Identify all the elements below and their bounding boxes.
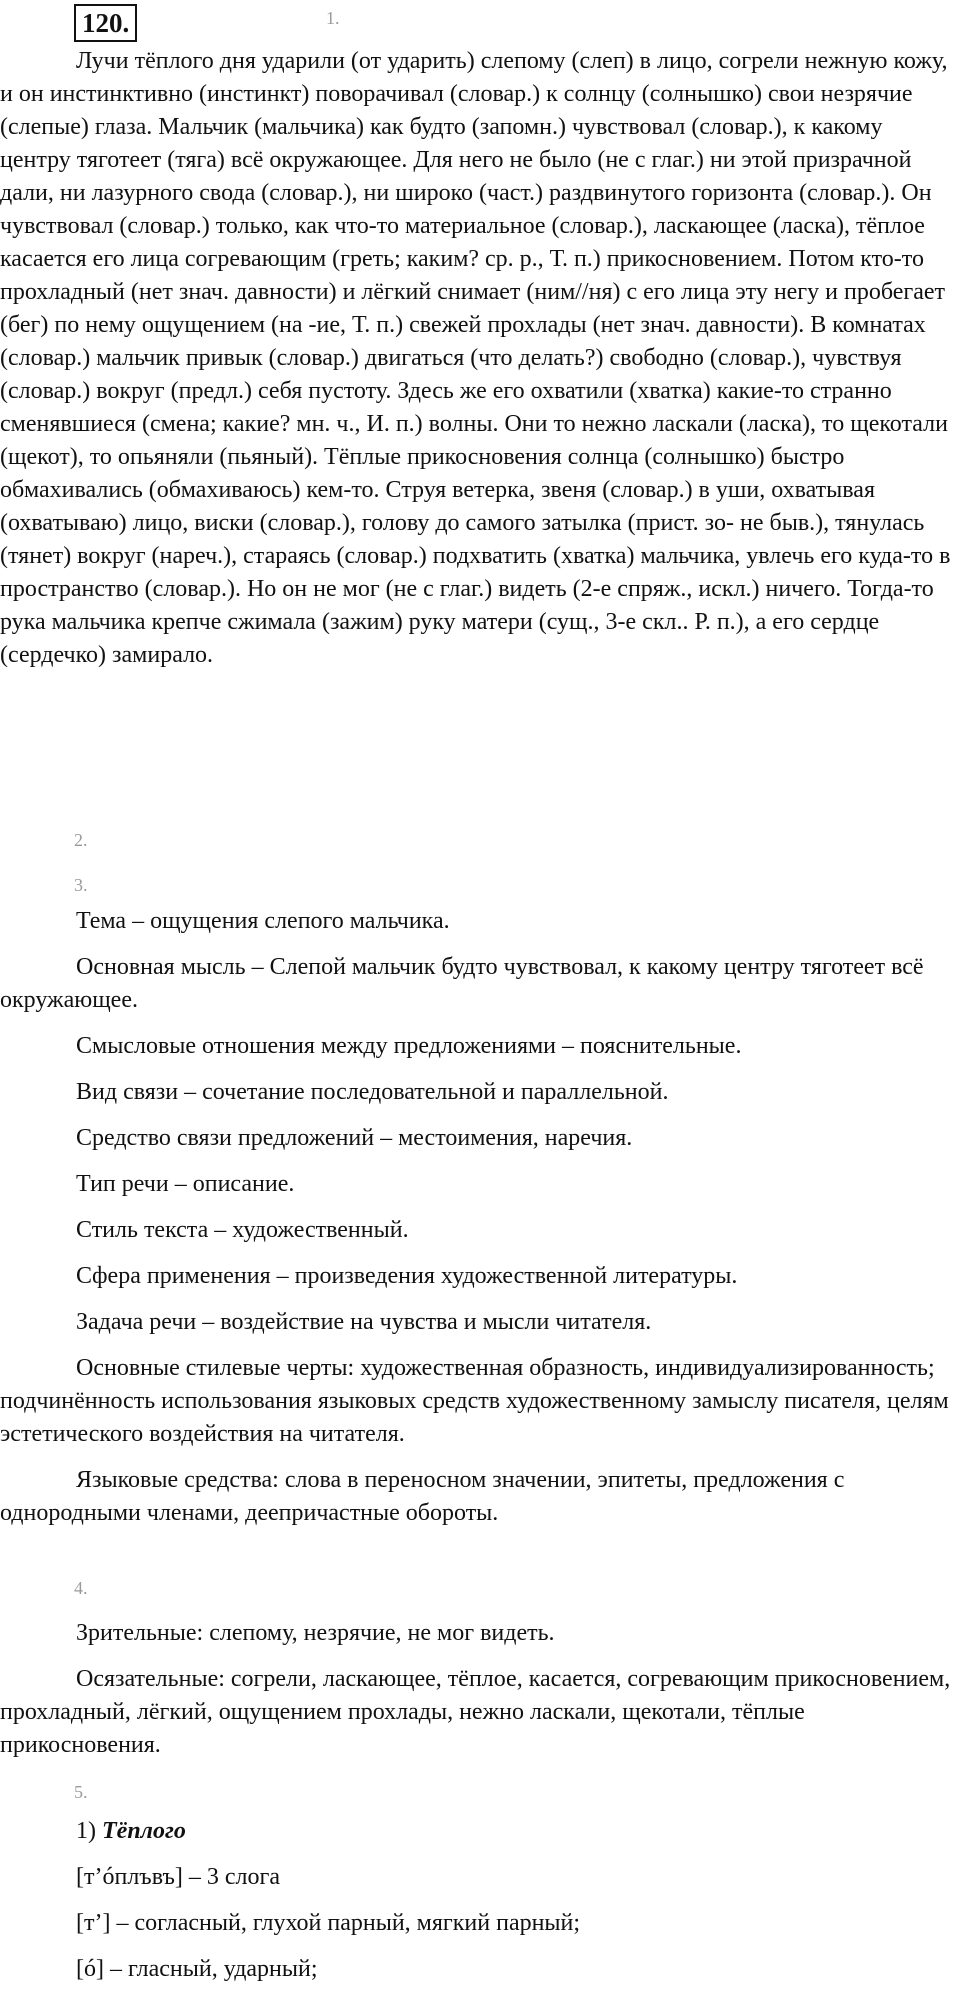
phonetic-heading bbox=[0, 1815, 954, 1848]
marker-2: 2. bbox=[74, 830, 88, 850]
senses-block bbox=[0, 1617, 954, 1775]
text-analysis bbox=[0, 905, 954, 1543]
speech-type-line: Тип речи – описание. bbox=[76, 1171, 295, 1197]
link-type-line: Вид связи – сочетание последовательной и параллельной. bbox=[76, 1079, 669, 1105]
marker-5: 5. bbox=[74, 1782, 88, 1802]
task-line: Задача речи – воздействие на чувства и мысли читателя. bbox=[76, 1309, 652, 1335]
phonetic-heading-word: Тёплого bbox=[102, 1818, 186, 1844]
main-idea-line: Основная мысль – Слепой мальчик будто чувствовал, к какому центру тяготеет всё окружающее. bbox=[0, 954, 924, 1013]
tactile-line: Осязательные: согрели, ласкающее, тёплое, касается, согревающим прикосновением, прохладный, лёгкий, ощущением прохлады, нежно ласкали, щекотали, тёплые прикосновения. bbox=[0, 1666, 951, 1758]
style-line: Стиль текста – художественный. bbox=[76, 1217, 409, 1243]
sphere-line: Сфера применения – произведения художественной литературы. bbox=[76, 1263, 738, 1289]
exercise-number: 120. bbox=[74, 4, 137, 42]
features-line: Основные стилевые черты: художественная образность, индивидуализированность; подчинённость использования языковых средств художественному замыслу писателя, целям эстетического воздействия на читателя. bbox=[0, 1355, 949, 1447]
main-text-block bbox=[0, 45, 954, 672]
phonetic-analysis bbox=[0, 1815, 954, 1999]
main-text: Лучи тёплого дня ударили (от ударить) слепому (слеп) в лицо, согрели нежную кожу, и он инстинктивно (инстинкт) поворачивал (словар.) к солнцу (солнышко) свои незрячие (слепые) глаза. Мальчик (мальчика) как будто (запомн.) чувствовал (словар.), к какому центру тяготеет (тяга) всё окружающее. Для него не было (не с глаг.) ни этой призрачной дали, ни лазурного свода (словар.), ни широко (част.) раздвинутого горизонта (словар.). Он чувствовал (словар.) только, как что-то материальное (словар.), ласкающее (ласка), тёплое касается его лица согревающим (греть; каким? ср. р., Т. п.) прикосновением. Потом кто-то прохладный (нет знач. давности) и лёгкий снимает (ним//ня) с его лица эту негу и пробегает (бег) по нему ощущением (на -ие, Т. п.) свежей прохлады (нет знач. давности). В комнатах (словар.) мальчик привык (словар.) двигаться (что делать?) свободно (словар.), чувствуя (словар.) вокруг (предл.) себя пустоту. Здесь же его охватили (хватка) какие-то странно сменявшиеся (смена; какие? мн. ч., И. п.) волны. Они то нежно ласкали (ласка), то щекотали (щекот), то опьяняли (пьяный). Тёплые прикосновения солнца (солнышко) быстро обмахивались (обмахиваюсь) кем-то. Струя ветерка, звеня (словар.) в уши, охватывая (охватываю) лицо, виски (словар.), голову до самого затылка (прист. зо- не быв.), тянулась (тянет) вокруг (нареч.), стараясь (словар.) подхватить (хватка) мальчика, увлечь его куда-то в пространство (словар.). Но он не мог (не с глаг.) видеть (2-е спряж., искл.) ничего. Тогда-то рука мальчика крепче сжимала (зажим) руку матери (сущ., 3-е скл.. Р. п.), а его сердце (сердечко) замирало. bbox=[0, 48, 951, 668]
phonetic-heading-num: 1) bbox=[76, 1818, 96, 1844]
relations-line: Смысловые отношения между предложениями – пояснительные. bbox=[76, 1033, 742, 1059]
marker-4: 4. bbox=[74, 1578, 88, 1598]
sound-line-1: [т’] – согласный, глухой парный, мягкий парный; bbox=[76, 1910, 581, 1936]
means-line: Языковые средства: слова в переносном значении, эпитеты, предложения с однородными членами, деепричастные обороты. bbox=[0, 1467, 845, 1526]
theme-line: Тема – ощущения слепого мальчика. bbox=[76, 908, 450, 934]
visual-line: Зрительные: слепому, незрячие, не мог видеть. bbox=[76, 1620, 555, 1646]
marker-3: 3. bbox=[74, 875, 88, 895]
sound-line-2: [ó] – гласный, ударный; bbox=[76, 1956, 318, 1982]
marker-1: 1. bbox=[326, 8, 340, 28]
link-means-line: Средство связи предложений – местоимения, наречия. bbox=[76, 1125, 633, 1151]
transcription-line: [т’óплъвъ] – 3 слога bbox=[76, 1864, 280, 1890]
